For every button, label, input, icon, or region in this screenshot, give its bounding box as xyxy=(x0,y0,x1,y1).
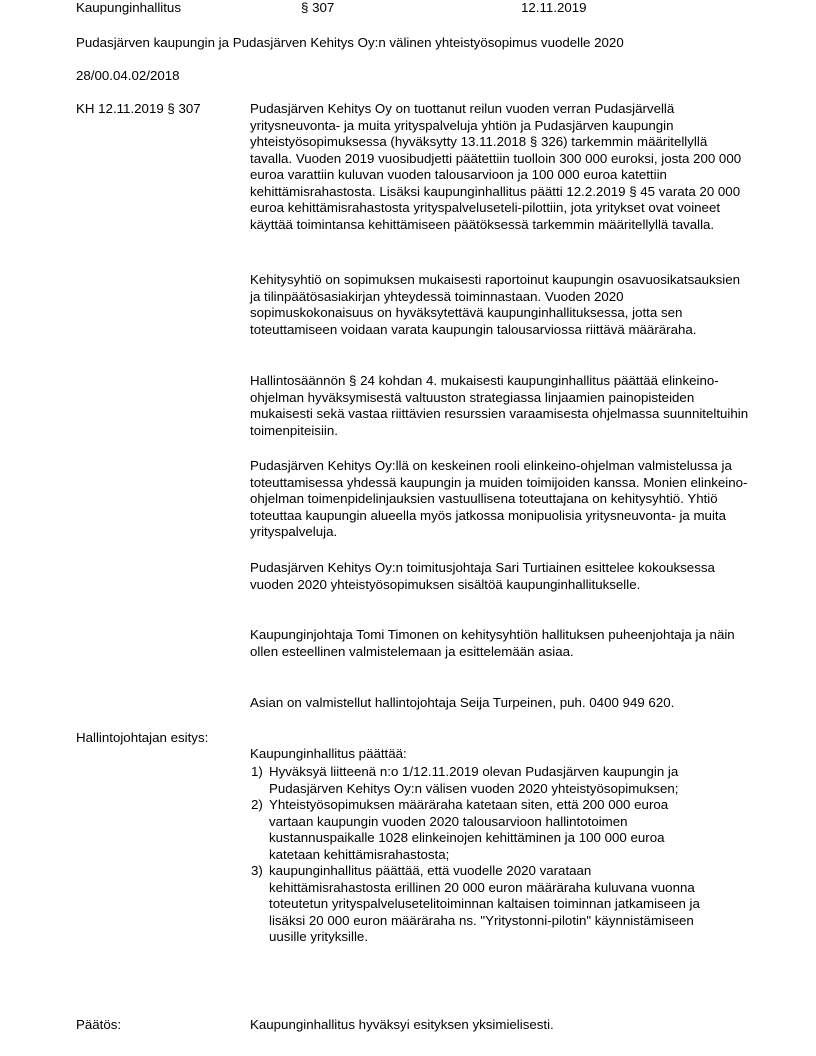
ref-label: KH 12.11.2019 § 307 xyxy=(76,101,201,116)
paragraph: Pudasjärven Kehitys Oy:llä on keskeinen rooli elinkeino-ohjelman valmistelussa ja toteuttamisessa yhdessä kaupungin ja muiden toimijoiden kanssa. Monien elinkeino-ohjelman toimenpidelinjauksien vastuullisena toteuttajana on kehitysyhtiö. Yhtiö toteuttaa kaupungin alueella myös jatkossa monipuolisia yritysneuvonta- ja muita yrityspalveluja. xyxy=(250,458,748,539)
header-body: Kaupunginhallitus xyxy=(76,0,181,15)
paragraph: Hallintosäännön § 24 kohdan 4. mukaisesti kaupunginhallitus päättää elinkeino-ohjelman hyväksymisestä valtuuston strategiassa linjaamien painopisteiden mukaisesti sekä vastaa riittävien resurssien varaamisesta ohjelmassa suunniteltuihin toimenpiteisiin. xyxy=(250,373,749,438)
list-item xyxy=(250,797,710,863)
list-item-text: Yhteistyösopimuksen määräraha katetaan siten, että 200 000 euroa vartaan kaupungin vuoden 2020 talousarvioon hallintotoimen kustannuspaikalle 1028 elinkeinojen kehittäminen ja 100 000 euroa katetaan kehittämisrahastosta; xyxy=(269,797,669,862)
list-item xyxy=(250,764,710,797)
list-item-text: Hyväksyä liitteenä n:o 1/12.11.2019 olevan Pudasjärven kaupungin ja Pudasjärven Kehitys Oy:n välisen vuoden 2020 yhteistyösopimuksen; xyxy=(269,764,679,796)
proposal-label: Hallintojohtajan esitys: xyxy=(76,730,209,745)
decision-label: Päätös: xyxy=(76,1017,122,1032)
list-item-number: 1) xyxy=(251,764,263,779)
header-date: 12.11.2019 xyxy=(521,0,587,15)
paragraph: Kaupunginjohtaja Tomi Timonen on kehitysyhtiön hallituksen puheenjohtaja ja näin ollen esteellinen valmistelemaan ja esittelemään asiaa. xyxy=(250,627,735,659)
paragraph: Kehitysyhtiö on sopimuksen mukaisesti raportoinut kaupungin osavuosikatsauksien ja tilinpäätösasiakirjan yhteydessä toiminnastaan. Vuoden 2020 sopimuskokonaisuus on hyväksytettävä kaupunginhallituksessa, jotta sen toteuttamiseen voidaan varata kaupungin talousarviossa riittävä määräraha. xyxy=(250,272,741,337)
proposal-list xyxy=(250,764,710,946)
proposal-intro: Kaupunginhallitus päättää: xyxy=(250,746,407,761)
decision-text: Kaupunginhallitus hyväksyi esityksen yksimielisesti. xyxy=(250,1017,554,1032)
list-item xyxy=(250,863,710,946)
list-item-number: 2) xyxy=(251,797,263,812)
paragraph: Pudasjärven Kehitys Oy:n toimitusjohtaja Sari Turtiainen esittelee kokouksessa vuoden 2020 yhteistyösopimuksen sisältöä kaupunginhallitukselle. xyxy=(250,560,715,592)
list-item-number: 3) xyxy=(251,863,263,878)
list-item-text: kaupunginhallitus päättää, että vuodelle 2020 varataan kehittämisrahastosta erillinen 20 000 euron määräraha kuluvana vuonna toteutetun yrityspalvelusetelitoiminnan kaltaisen toiminnan jatkamiseen ja lisäksi 20 000 euron määräraha ns. "Yritystonni-pilotin" käynnistämiseen uusille yrityksille. xyxy=(269,863,700,944)
paragraph: Asian on valmistellut hallintojohtaja Seija Turpeinen, puh. 0400 949 620. xyxy=(250,695,675,710)
document-title: Pudasjärven kaupungin ja Pudasjärven Kehitys Oy:n välinen yhteistyösopimus vuodelle 2020 xyxy=(76,35,624,50)
file-number: 28/00.04.02/2018 xyxy=(76,68,180,83)
header-section: § 307 xyxy=(301,0,335,15)
paragraph: Pudasjärven Kehitys Oy on tuottanut reilun vuoden verran Pudasjärvellä yritysneuvonta- ja muita yrityspalveluja yhtiön ja Pudasjärven kaupungin yhteistyösopimuksessa (hyväksytty 13.11.2018 § 326) tarkemmin määritellyllä tavalla. Vuoden 2019 vuosibudjetti päätettiin tuolloin 300 000 euroksi, josta 200 000 euroa varattiin kuluvan vuoden talousarvioon ja 100 000 euroa katettiin kehittämisrahastosta. Lisäksi kaupunginhallitus päätti 12.2.2019 § 45 varata 20 000 euroa kehittämisrahastosta yrityspalveluseteli-pilottiin, jota yritykset ovat voineet käyttää toimintansa kehittämiseen päätöksessä tarkemmin määritellyllä tavalla. xyxy=(250,101,742,232)
